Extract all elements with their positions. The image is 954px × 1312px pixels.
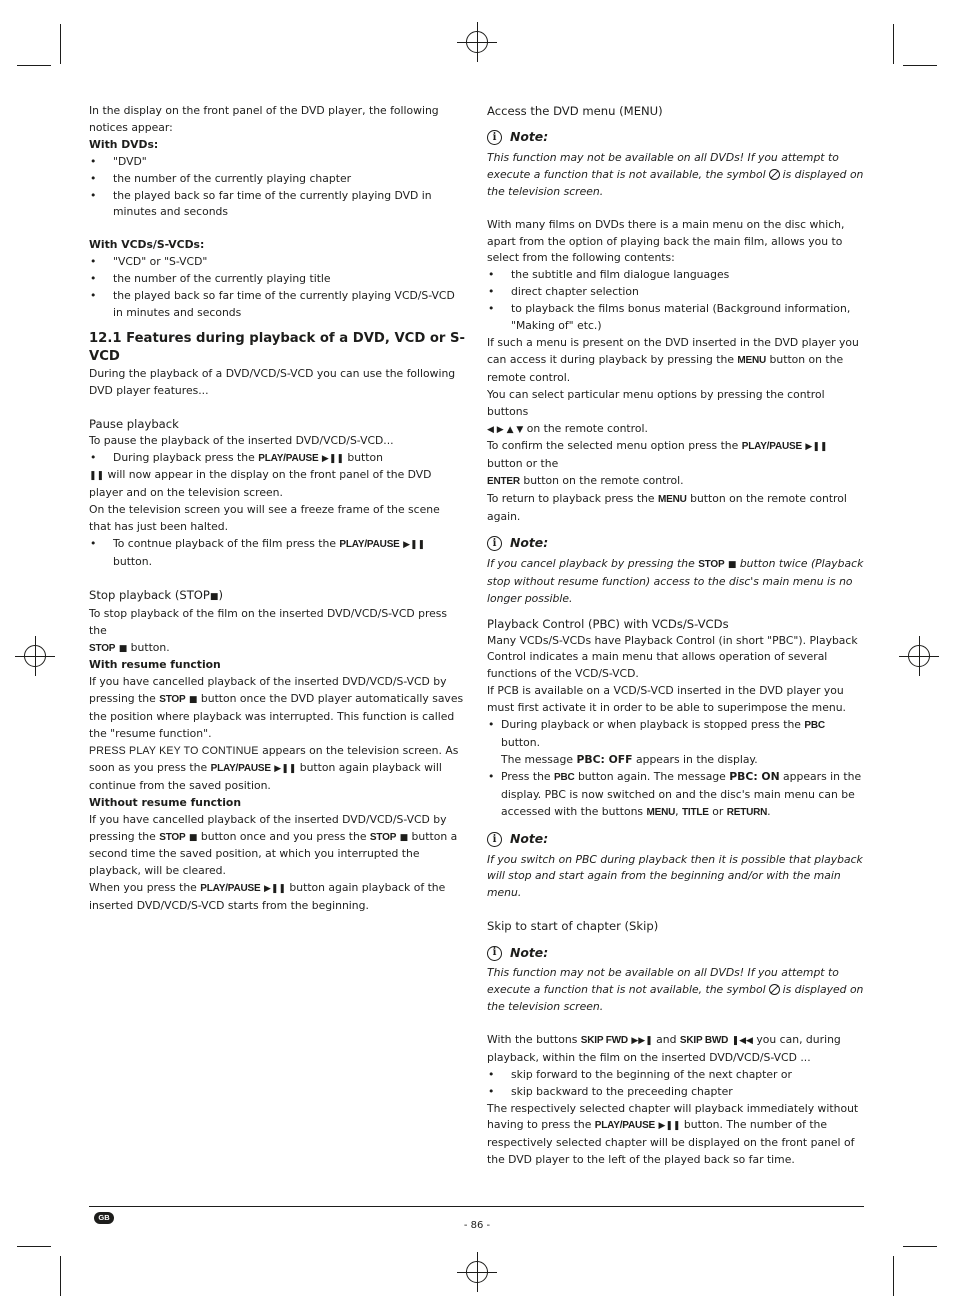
no-resume-text: If you have cancelled playback of the inserted DVD/VCD/S-VCD by pressing the STOP ■ button once and you press the STOP ■ button a second time the saved position, at which you interrupted the playback, will be cleared. xyxy=(89,812,458,878)
registration-mark xyxy=(908,645,930,667)
note-text: If you cancel playback by pressing the STOP ■ button twice (Playback stop without resume function) access to the disc's main menu is no longer possible. xyxy=(487,556,864,605)
note-heading: i Note: xyxy=(487,943,865,963)
list-item: • "VCD" or "S-VCD" xyxy=(89,254,465,271)
display-intro: In the display on the front panel of the DVD player, the following notices appear: xyxy=(89,104,439,134)
list-item: • direct chapter selection xyxy=(487,284,865,301)
no-entry-icon xyxy=(769,169,780,180)
stop-label: STOP xyxy=(369,831,397,843)
crop-mark xyxy=(60,24,61,64)
registration-mark xyxy=(466,31,488,53)
list-item: • To contnue playback of the film press the PLAY/PAUSE ▶❚❚ button. xyxy=(89,536,465,571)
menu-label: MENU xyxy=(658,494,687,506)
list-item: • the played back so far time of the currently playing VCD/S-VCD in minutes and seconds xyxy=(89,288,465,322)
left-column xyxy=(89,103,465,915)
skip-title: Skip to start of chapter (Skip) xyxy=(487,919,659,934)
stop-intro: To stop playback of the film on the inserted DVD/VCD/S-VCD press the STOP ■ button. xyxy=(89,606,448,654)
list-item: • the number of the currently playing chapter xyxy=(89,171,465,188)
stop-label: STOP xyxy=(89,642,116,654)
stop-icon: ■ xyxy=(209,591,219,602)
list-item: • the played back so far time of the currently playing DVD in minutes and seconds xyxy=(89,188,465,222)
title-label: TITLE xyxy=(682,806,709,818)
registration-mark xyxy=(466,1261,488,1283)
skip-forward-icon: ▶▶❚ xyxy=(631,1035,653,1046)
pbc-label: PBC xyxy=(554,771,575,783)
skip-backward-icon: ❚◀◀ xyxy=(731,1035,753,1046)
play-pause-label: PLAY/PAUSE xyxy=(200,883,261,895)
play-pause-label: PLAY/PAUSE xyxy=(210,762,271,774)
stop-icon: ■ xyxy=(188,695,198,706)
list-item: • During playback or when playback is stopped press the PBC button. The message PBC: OFF appears in the display. xyxy=(487,717,865,769)
crop-mark xyxy=(893,1256,894,1296)
menu-confirm-text: To confirm the selected menu option press the PLAY/PAUSE ▶❚❚ button or the ENTER button on the remote control. xyxy=(487,439,828,488)
stop-icon: ■ xyxy=(727,559,737,570)
menu-title: Access the DVD menu (MENU) xyxy=(487,104,663,118)
pbc-activate-text: If PCB is available on a VCD/S-VCD inserted in the DVD player you must first activate it in order to be able to superimpose the menu. xyxy=(487,684,846,715)
section-title: 12.1 Features during playback of a DVD, VCD or S-VCD xyxy=(89,330,465,364)
vcd-heading: With VCDs/S-VCDs: xyxy=(89,238,205,252)
resume-continue-text: PRESS PLAY KEY TO CONTINUE appears on the television screen. As soon as you press the PLAY/PAUSE ▶❚❚ button again playback will continue from the saved position. xyxy=(89,744,459,792)
language-badge: GB xyxy=(94,1212,114,1224)
arrow-keys-icon: ◀ ▶ ▲ ▼ xyxy=(487,424,524,435)
crop-mark xyxy=(893,24,894,64)
return-label: RETURN xyxy=(726,806,768,818)
skip-intro: With the buttons SKIP FWD ▶▶❚ and SKIP BWD ❚◀◀ you can, during playback, within the film on the inserted DVD/VCD/S-VCD ... xyxy=(487,1032,841,1064)
stop-label: STOP xyxy=(698,558,725,570)
crop-mark xyxy=(17,65,51,66)
play-pause-icon: ▶❚❚ xyxy=(274,763,297,774)
pause-steps xyxy=(89,450,465,468)
pause-icon: ❚❚ xyxy=(89,471,105,482)
list-item: • "DVD" xyxy=(89,154,465,171)
menu-navigate-text: You can select particular menu options by pressing the control buttons ◀ ▶ ▲ ▼ on the remote control. xyxy=(487,387,825,435)
note-heading: i Note: xyxy=(487,830,865,850)
note-heading: i Note: xyxy=(487,534,865,554)
skip-bwd-label: SKIP BWD xyxy=(679,1034,729,1046)
display-message: PBC: ON xyxy=(729,769,780,783)
list-item: • to playback the films bonus material (Background information, "Making of" etc.) xyxy=(487,301,865,335)
crop-mark xyxy=(903,1246,937,1247)
menu-intro: With many films on DVDs there is a main menu on the disc which, apart from the option of playing back the main film, allows you to select from the following contents: xyxy=(487,217,845,265)
note-text: This function may not be available on all DVDs! If you attempt to execute a function that is not available, the symbol is displayed on the television screen. xyxy=(487,966,864,1013)
pbc-intro: Many VCDs/S-VCDs have Playback Control (in short "PBC"). Playback Control indicates a main menu that allows operation of several functions of the VCD/S-VCD. xyxy=(487,633,858,681)
resume-heading: With resume function xyxy=(89,658,221,672)
display-message: PBC: OFF xyxy=(576,752,633,766)
enter-label: ENTER xyxy=(487,476,520,488)
play-pause-icon: ▶❚❚ xyxy=(658,1121,681,1132)
info-icon: i xyxy=(487,130,502,145)
list-item: • skip forward to the beginning of the next chapter or xyxy=(487,1067,865,1084)
tv-message: PRESS PLAY KEY TO CONTINUE xyxy=(89,745,259,757)
list-item: • Press the PBC button again. The message PBC: ON appears in the display. PBC is now switched on and the disc's main menu can be accessed with the buttons MENU, TITLE or RETURN. xyxy=(487,769,865,822)
vcd-list xyxy=(89,254,465,322)
stop-icon: ■ xyxy=(399,832,409,843)
crop-mark xyxy=(17,1246,51,1247)
crop-mark xyxy=(60,1256,61,1296)
play-pause-icon: ▶❚❚ xyxy=(805,442,828,453)
play-pause-icon: ▶❚❚ xyxy=(321,453,344,464)
dvd-heading: With DVDs: xyxy=(89,137,159,151)
menu-label: MENU xyxy=(737,354,767,366)
skip-fwd-label: SKIP FWD xyxy=(580,1034,628,1046)
list-item: • the subtitle and film dialogue languages xyxy=(487,267,865,284)
right-column xyxy=(487,103,865,1169)
pause-freeze-text: On the television screen you will see a freeze frame of the scene that has just been halted. xyxy=(89,503,440,534)
play-pause-icon: ▶❚❚ xyxy=(263,884,286,895)
menu-return-text: To return to playback press the MENU button on the remote control again. xyxy=(487,492,847,524)
stop-title: Stop playback (STOP■) xyxy=(89,587,223,602)
dvd-list xyxy=(89,154,465,222)
info-icon: i xyxy=(487,536,502,551)
skip-result-text: The respectively selected chapter will playback immediately without having to press the PLAY/PAUSE ▶❚❚ button. The number of the respectively selected chapter will be displayed on the front panel of the DVD player to the left of the played back so far time. xyxy=(487,1101,859,1167)
no-resume-heading: Without resume function xyxy=(89,795,242,809)
note-text: If you switch on PBC during playback then it is possible that playback will stop and start again from the beginning and/or with the main menu. xyxy=(487,852,863,900)
continue-steps xyxy=(89,536,465,571)
resume-text: If you have cancelled playback of the inserted DVD/VCD/S-VCD by pressing the STOP ■ button once the DVD player automatically saves the position where playback was interrupted. This function is called the "resume function". xyxy=(89,675,464,741)
play-pause-label: PLAY/PAUSE xyxy=(339,539,400,551)
pbc-label: PBC xyxy=(804,720,825,732)
play-pause-label: PLAY/PAUSE xyxy=(258,452,319,464)
list-item: • skip backward to the preceeding chapter xyxy=(487,1084,865,1101)
play-pause-label: PLAY/PAUSE xyxy=(594,1120,656,1132)
info-icon: i xyxy=(487,832,502,847)
note-text: This function may not be available on all DVDs! If you attempt to execute a function that is not available, the symbol is displayed on the television screen. xyxy=(487,150,864,198)
footer-divider xyxy=(89,1206,864,1207)
crop-mark xyxy=(903,65,937,66)
note-heading: i Note: xyxy=(487,128,865,148)
registration-mark xyxy=(24,645,46,667)
pause-intro: To pause the playback of the inserted DVD/VCD/S-VCD... xyxy=(89,433,394,447)
pbc-title: Playback Control (PBC) with VCDs/S-VCDs xyxy=(487,616,729,631)
pbc-steps xyxy=(487,717,865,821)
no-entry-icon xyxy=(769,984,780,995)
stop-icon: ■ xyxy=(118,643,128,654)
play-pause-icon: ▶❚❚ xyxy=(403,540,426,551)
pause-display-text: ❚❚ will now appear in the display on the front panel of the DVD player and on the television screen. xyxy=(89,468,432,500)
no-resume-restart-text: When you press the PLAY/PAUSE ▶❚❚ button again playback of the inserted DVD/VCD/S-VCD starts from the beginning. xyxy=(89,881,446,913)
stop-label: STOP xyxy=(159,831,186,843)
pause-title: Pause playback xyxy=(89,416,179,431)
play-pause-label: PLAY/PAUSE xyxy=(741,441,802,453)
menu-content-list xyxy=(487,267,865,335)
menu-access-text: If such a menu is present on the DVD inserted in the DVD player you can access it during playback by pressing the MENU button on the remote control. xyxy=(487,335,859,384)
list-item: • During playback press the PLAY/PAUSE ▶❚❚ button xyxy=(89,450,465,468)
stop-icon: ■ xyxy=(188,832,198,843)
page-number: - 86 - xyxy=(463,1220,491,1231)
stop-label: STOP xyxy=(159,694,186,706)
section-intro: During the playback of a DVD/VCD/S-VCD you can use the following DVD player features... xyxy=(89,366,456,397)
list-item: • the number of the currently playing title xyxy=(89,271,465,288)
menu-label: MENU xyxy=(646,806,676,818)
info-icon: i xyxy=(487,946,502,961)
skip-list xyxy=(487,1067,865,1101)
